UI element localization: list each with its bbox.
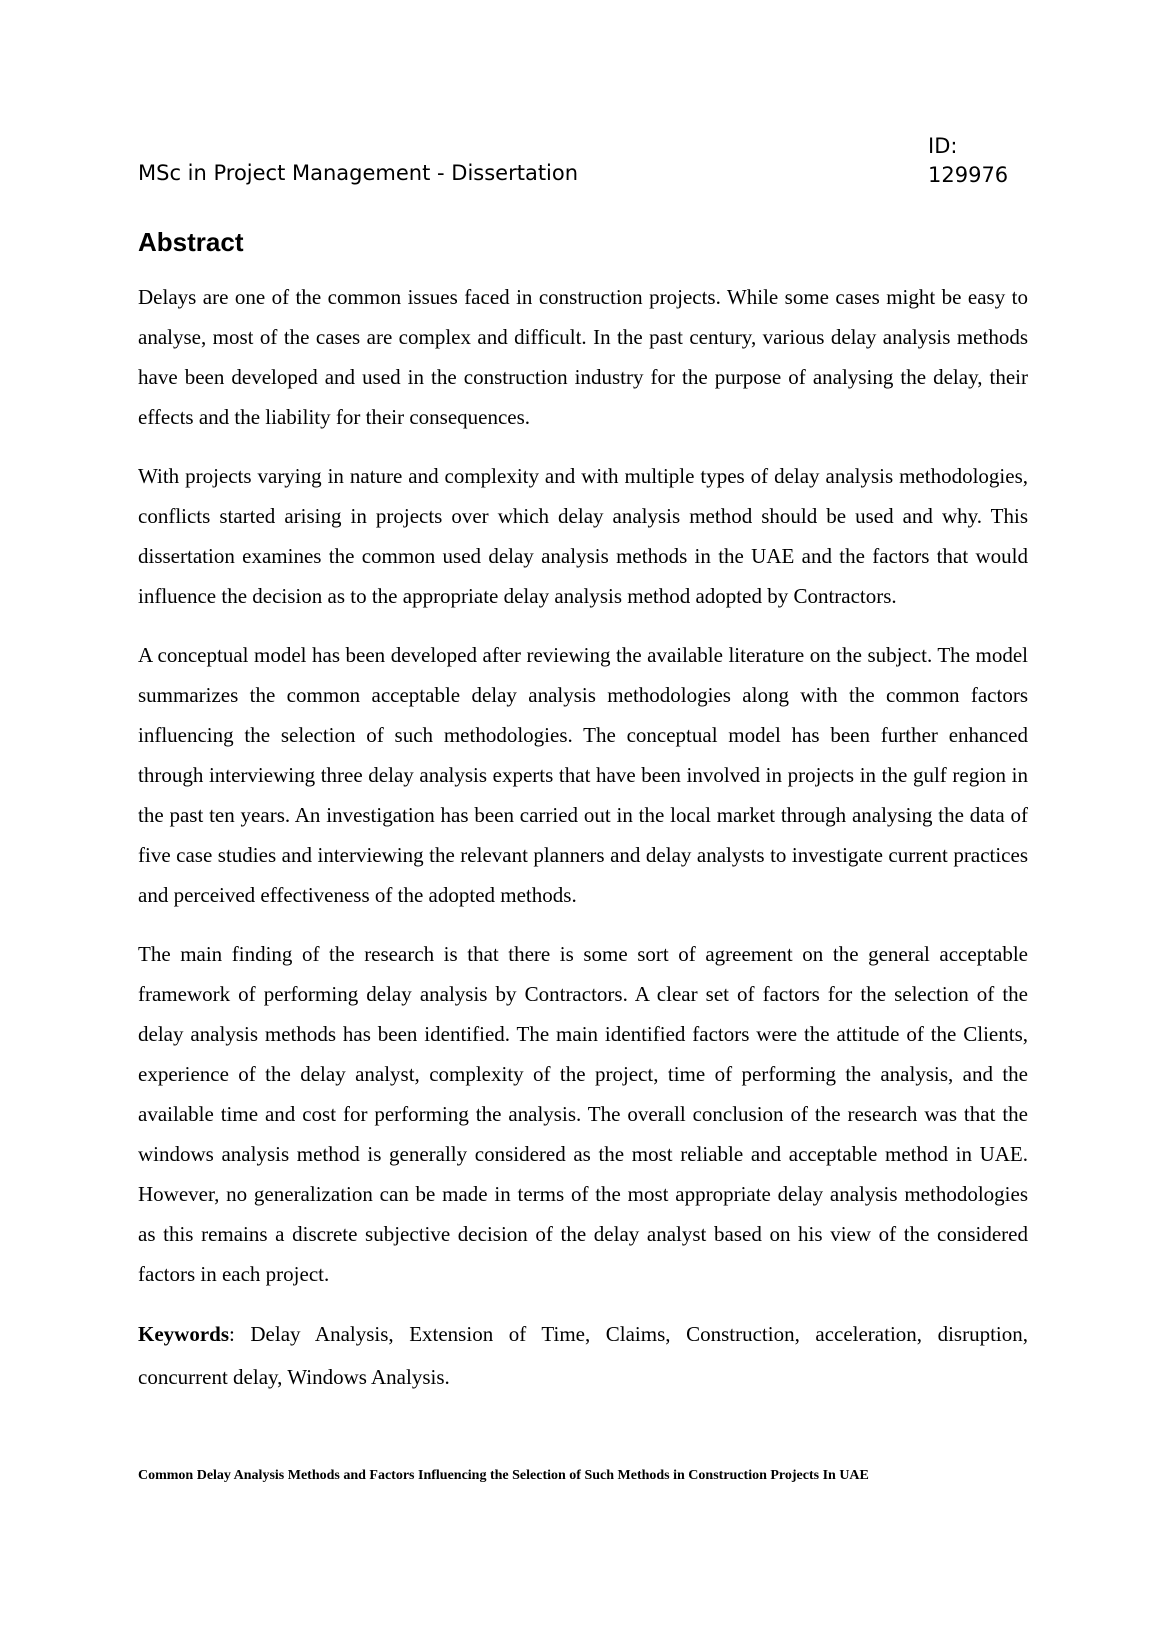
keywords-paragraph [138, 1313, 1028, 1399]
abstract-paragraph-3: A conceptual model has been developed after reviewing the available literature on the subject. The model summarizes the common acceptable delay analysis methodologies along with the common factors influencing the selection of such methodologies. The conceptual model has been further enhanced through interviewing three delay analysis experts that have been involved in projects in the gulf region in the past ten years. An investigation has been carried out in the local market through analysing the data of five case studies and interviewing the relevant planners and delay analysts to investigate current practices and perceived effectiveness of the adopted methods. [138, 643, 1028, 907]
page-footer: Common Delay Analysis Methods and Factors Influencing the Selection of Such Methods in Construction Projects In UAE [138, 1468, 869, 1483]
student-id-label: ID: [928, 134, 958, 158]
student-id-value: 129976 [928, 163, 1009, 187]
keywords-label: Keywords [138, 1322, 229, 1346]
abstract-body [138, 277, 1028, 1418]
student-id [928, 132, 1008, 190]
page-header [138, 132, 1028, 192]
abstract-paragraph-1: Delays are one of the common issues faced in construction projects. While some cases might be easy to analyse, most of the cases are complex and difficult. In the past century, various delay analysis methods have been developed and used in the construction industry for the purpose of analysing the delay, their effects and the liability for their consequences. [138, 285, 1028, 429]
dissertation-title: MSc in Project Management - Dissertation [138, 161, 579, 185]
abstract-heading: Abstract [138, 227, 244, 257]
abstract-paragraph-2: With projects varying in nature and complexity and with multiple types of delay analysis methodologies, conflicts started arising in projects over which delay analysis method should be used and why. This dissertation examines the common used delay analysis methods in the UAE and the factors that would influence the decision as to the appropriate delay analysis method adopted by Contractors. [138, 464, 1028, 608]
keywords-list: : Delay Analysis, Extension of Time, Claims, Construction, acceleration, disruption, concurrent delay, Windows Analysis. [138, 1322, 1028, 1389]
abstract-paragraph-4: The main finding of the research is that there is some sort of agreement on the general acceptable framework of performing delay analysis by Contractors. A clear set of factors for the selection of the delay analysis methods has been identified. The main identified factors were the attitude of the Clients, experience of the delay analyst, complexity of the project, time of performing the analysis, and the available time and cost for performing the analysis. The overall conclusion of the research was that the windows analysis method is generally considered as the most reliable and acceptable method in UAE. However, no generalization can be made in terms of the most appropriate delay analysis methodologies as this remains a discrete subjective decision of the delay analyst based on his view of the considered factors in each project. [138, 942, 1028, 1286]
